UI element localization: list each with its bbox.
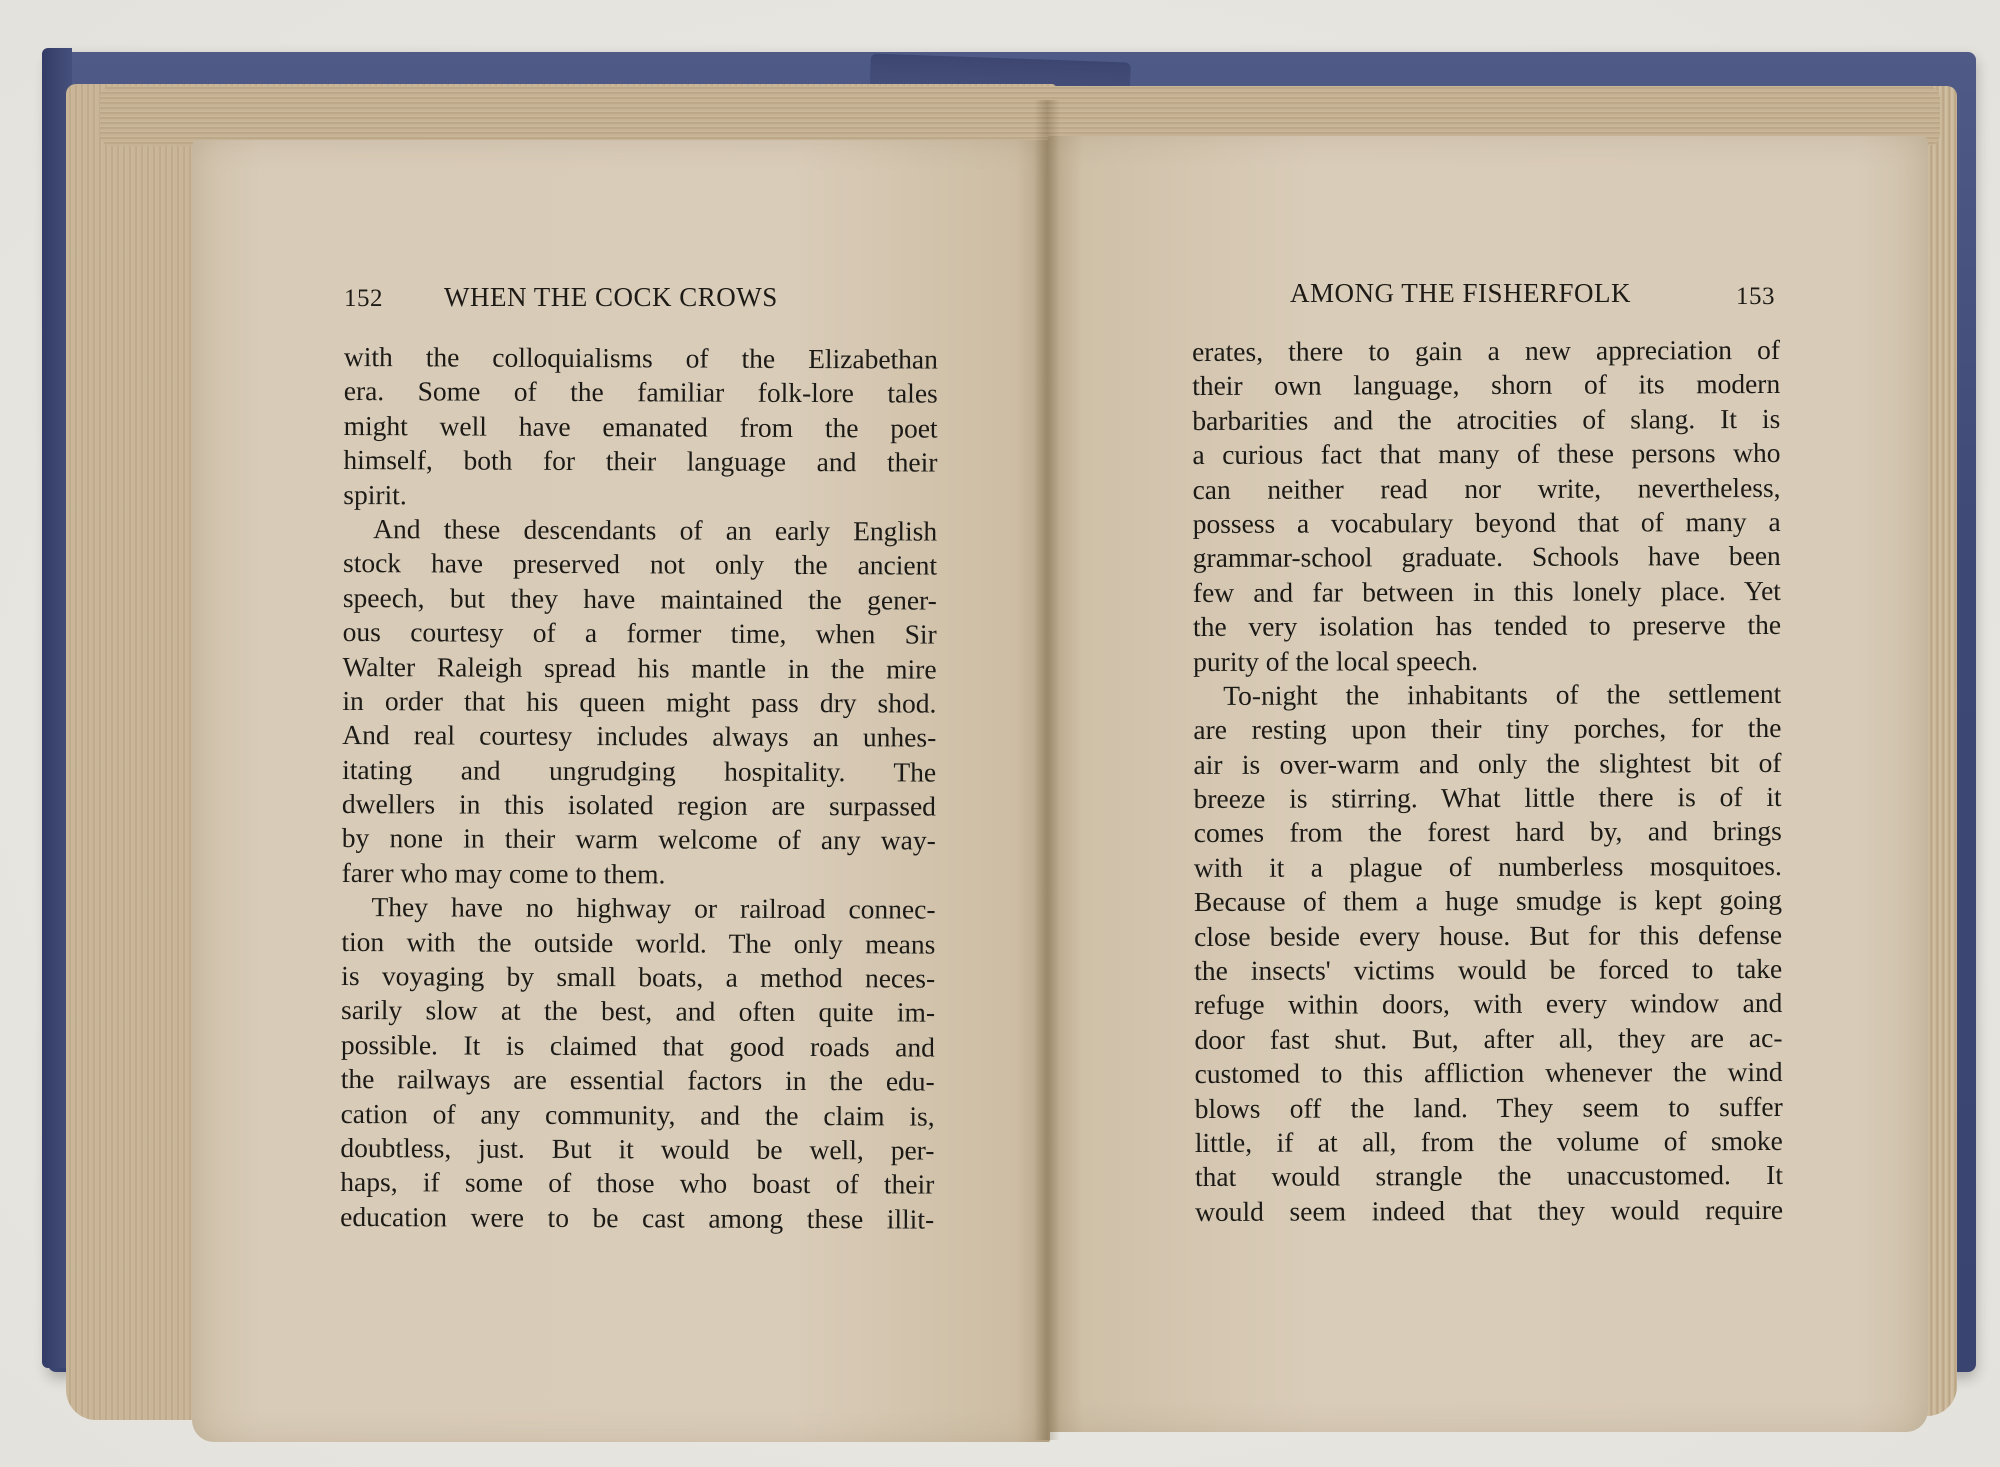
text-line-content: with the colloquialisms of the Elizabethan: [343, 341, 938, 375]
text-line: [341, 1097, 935, 1134]
text-line: [342, 787, 936, 824]
text-line: [1194, 952, 1782, 988]
text-line-content: grammar-school graduate. Schools have been: [1192, 540, 1781, 574]
text-line-content: And real courtesy includes always an unhes-: [342, 719, 937, 753]
text-line-content: farer who may come to them.: [341, 856, 666, 890]
text-line: [1193, 505, 1781, 541]
text-line-content: air is over-warm and only the slightest bit of: [1193, 746, 1782, 780]
text-line: [1193, 746, 1781, 782]
text-line-content: a curious fact that many of these persons who: [1192, 437, 1781, 471]
text-line-content: himself, both for their language and their: [343, 444, 938, 478]
text-line: [1193, 539, 1781, 575]
text-line: [1193, 608, 1781, 644]
right-page-body: [1192, 333, 1783, 1229]
text-line-content: dwellers in this isolated region are surpassed: [341, 788, 937, 822]
text-line-content: possess a vocabulary beyond that of many a: [1192, 505, 1781, 539]
page-number-152: 152: [344, 285, 383, 312]
text-line-content: would seem indeed that they would require: [1195, 1193, 1784, 1227]
text-line: [343, 478, 937, 515]
text-line: [342, 718, 936, 755]
text-line: [1195, 1055, 1783, 1091]
left-page-number: [344, 282, 383, 313]
text-line: [343, 546, 937, 583]
text-line: [1192, 333, 1780, 369]
right-running-head: AMONG THE FISHERFOLK: [1290, 278, 1632, 308]
text-line-content: speech, but they have maintained the gener-: [342, 581, 937, 616]
text-line-content: can neither read nor write, nevertheless,: [1192, 471, 1781, 505]
text-line-content: the insects' victims would be forced to take: [1194, 952, 1783, 987]
text-line: [341, 1028, 935, 1065]
text-line: [1194, 918, 1782, 954]
text-line: [1193, 677, 1781, 713]
text-line-content: Because of them a huge smudge is kept going: [1193, 884, 1783, 918]
text-line: [343, 615, 937, 652]
text-line-content: To-night the inhabitants of the settlement: [1223, 677, 1782, 711]
text-line-content: that would strangle the unaccustomed. It: [1194, 1159, 1783, 1193]
text-line: [1192, 471, 1780, 507]
text-line-content: might well have emanated from the poet: [343, 409, 938, 444]
text-line-content: cation of any community, and the claim is,: [340, 1097, 935, 1132]
text-line: [1194, 814, 1782, 850]
text-line: [1192, 436, 1780, 472]
text-line-content: close beside every house. But for this defense: [1194, 918, 1783, 952]
text-line-content: customed to this affliction whenever the wind: [1194, 1056, 1783, 1090]
text-line: [1192, 367, 1780, 403]
text-line-content: are resting upon their tiny porches, for the: [1193, 712, 1782, 746]
text-line: [342, 753, 936, 790]
text-line-content: Walter Raleigh spread his mantle in the mire: [342, 650, 937, 685]
text-line-content: era. Some of the familiar folk-lore tales: [343, 375, 938, 409]
text-line-content: itating and ungrudging hospitality. The: [342, 753, 937, 788]
text-line: [341, 925, 935, 962]
text-line: [341, 959, 935, 996]
text-line: [342, 856, 936, 893]
text-line-content: door fast shut. But, after all, they are ac-: [1194, 1021, 1783, 1055]
left-page-body: [340, 340, 938, 1237]
text-line-content: with it a plague of numberless mosquitoes.: [1193, 849, 1782, 883]
text-line-content: barbarities and the atrocities of slang. It is: [1192, 402, 1781, 436]
text-line: [1193, 711, 1781, 747]
text-line-content: tion with the outside world. The only means: [341, 925, 936, 960]
text-line: [343, 443, 937, 480]
text-line-content: few and far between in this lonely place. Yet: [1192, 574, 1781, 608]
text-line-content: by none in their warm welcome of any way-: [341, 822, 936, 857]
text-line-content: purity of the local speech.: [1193, 644, 1479, 677]
page-number-153: 153: [1736, 283, 1775, 310]
text-line: [342, 650, 936, 687]
text-line-content: spirit.: [343, 478, 407, 510]
text-line: [1193, 574, 1781, 610]
text-line: [1194, 849, 1782, 885]
text-line: [343, 512, 937, 549]
text-line: [342, 821, 936, 858]
text-line-content: stock have preserved not only the ancient: [342, 547, 938, 581]
text-line: [1194, 1021, 1782, 1057]
text-line-content: haps, if some of those who boast of their: [340, 1166, 935, 1200]
text-line: [341, 890, 935, 927]
text-line-content: comes from the forest hard by, and brings: [1193, 815, 1782, 849]
text-line-content: their own language, shorn of its modern: [1192, 368, 1781, 402]
text-line-content: blows off the land. They seem to suffer: [1194, 1090, 1783, 1124]
text-line-content: sarily slow at the best, and often quite im-: [341, 994, 936, 1029]
text-line: [1195, 1090, 1783, 1126]
text-line: [1195, 1124, 1783, 1160]
right-page-number: [1736, 280, 1775, 311]
text-line-content: possible. It is claimed that good roads and: [340, 1028, 935, 1063]
text-line-content: is voyaging by small boats, a method neces-: [341, 960, 936, 994]
text-line-content: the very isolation has tended to preserve the: [1192, 609, 1782, 643]
text-line: [344, 374, 938, 411]
text-line: [1194, 883, 1782, 919]
text-line: [341, 1062, 935, 1099]
text-line: [340, 1165, 934, 1202]
text-line: [340, 1131, 934, 1168]
text-line: [1192, 402, 1780, 438]
text-line-content: And these descendants of an early English: [373, 513, 938, 547]
text-line: [1195, 1158, 1783, 1194]
text-line: [341, 993, 935, 1030]
book-gutter: [1034, 100, 1060, 1440]
text-line-content: ous courtesy of a former time, when Sir: [342, 616, 937, 650]
text-line: [340, 1200, 934, 1237]
text-line: [342, 684, 936, 721]
text-line-content: in order that his queen might pass dry shod.: [342, 684, 937, 719]
text-line: [344, 340, 938, 377]
text-line-content: refuge within doors, with every window and: [1194, 987, 1783, 1021]
text-line: [1194, 986, 1782, 1022]
text-line-content: education were to be cast among these illit-: [340, 1200, 935, 1235]
text-line-content: little, if at all, from the volume of smoke: [1194, 1124, 1783, 1158]
text-line-content: They have no highway or railroad connec-: [371, 891, 936, 925]
text-line: [343, 581, 937, 618]
text-line: [344, 409, 938, 446]
left-running-head: WHEN THE COCK CROWS: [444, 282, 778, 312]
text-line: [1194, 780, 1782, 816]
text-line-content: breeze is stirring. What little there is of it: [1193, 781, 1782, 815]
text-line-content: erates, there to gain a new appreciation of: [1192, 333, 1781, 367]
text-line: [1193, 642, 1781, 678]
text-line: [1195, 1193, 1783, 1229]
text-line-content: doubtless, just. But it would be well, per-: [340, 1131, 935, 1166]
text-line-content: the railways are essential factors in the edu-: [340, 1063, 935, 1097]
